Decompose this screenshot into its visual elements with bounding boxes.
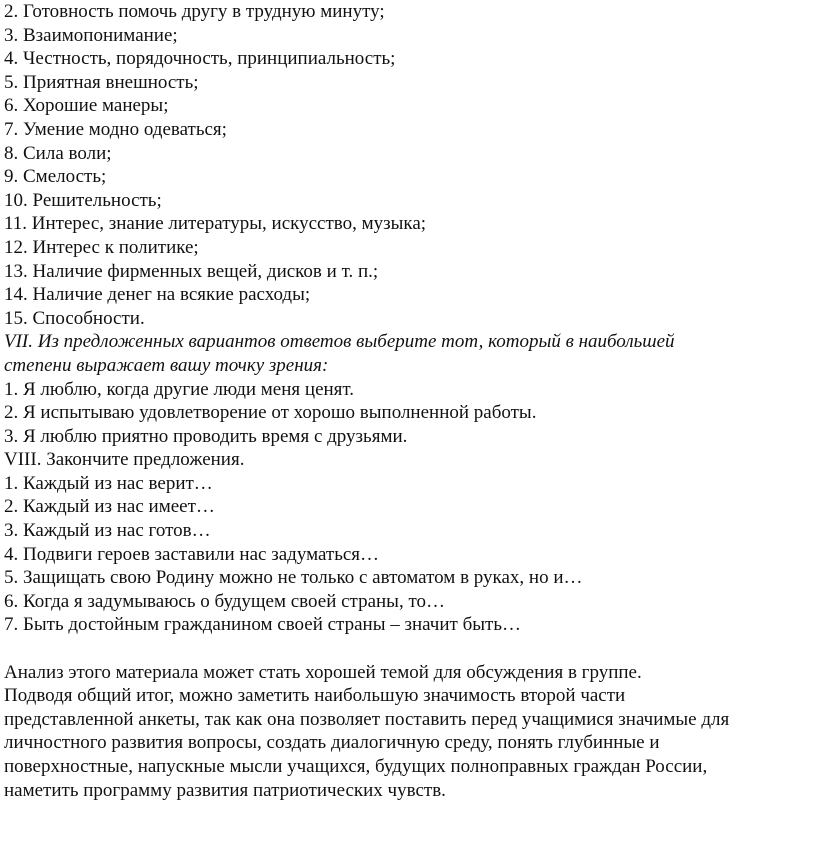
list-item: 9. Смелость; (4, 166, 107, 188)
list-item: 3. Каждый из нас готов… (4, 520, 211, 542)
list-item: 11. Интерес, знание литературы, искусство, музыка; (4, 213, 427, 235)
list-item: 5. Приятная внешность; (4, 71, 199, 93)
paragraph-line: представленной анкеты, так как она позволяет поставить перед учащимися значимые для (4, 708, 730, 730)
document-page (4, 0, 810, 802)
list-item: 3. Взаимопонимание; (4, 24, 178, 46)
list-item: 12. Интерес к политике; (4, 236, 199, 258)
list-item: 15. Способности. (4, 307, 145, 329)
paragraph-line: Анализ этого материала может стать хорошей темой для обсуждения в группе. (4, 661, 642, 683)
paragraph-line: поверхностные, напускные мысли учащихся, будущих полноправных граждан России, (4, 756, 708, 777)
section-vii (4, 330, 810, 448)
list-item: 13. Наличие фирменных вещей, дисков и т. п.; (4, 260, 379, 282)
paragraph-gap (4, 637, 810, 661)
list-item: 1. Я люблю, когда другие люди меня ценят. (4, 378, 355, 400)
section-viii (4, 448, 810, 637)
section-vii-heading-line2: степени выражает вашу точку зрения: (4, 354, 329, 376)
list-item: 14. Наличие денег на всякие расходы; (4, 284, 311, 306)
paragraph-line: Подводя общий итог, можно заметить наибольшую значимость второй части (4, 685, 626, 707)
list-item: 7. Умение модно одеваться; (4, 118, 227, 140)
qualities-list (4, 0, 810, 330)
list-item: 1. Каждый из нас верит… (4, 472, 213, 494)
list-item: 3. Я люблю приятно проводить время с друзьями. (4, 425, 408, 447)
list-item: 8. Сила воли; (4, 142, 112, 164)
list-item: 2. Каждый из нас имеет… (4, 496, 215, 518)
list-item: 4. Честность, порядочность, принципиальность; (4, 48, 396, 70)
list-item: 6. Хорошие манеры; (4, 95, 169, 117)
section-vii-heading-line1: VII. Из предложенных вариантов ответов выберите тот, который в наибольшей (4, 331, 675, 353)
list-item: 7. Быть достойным гражданином своей страны – значит быть… (4, 614, 521, 636)
conclusion-paragraph (4, 661, 810, 803)
list-item: 5. Защищать свою Родину можно не только с автоматом в руках, но и… (4, 567, 583, 589)
list-item: 10. Решительность; (4, 189, 162, 211)
paragraph-line: наметить программу развития патриотических чувств. (4, 779, 446, 801)
paragraph-line: личностного развития вопросы, создать диалогичную среду, понять глубинные и (4, 732, 660, 754)
section-viii-heading: VIII. Закончите предложения. (4, 449, 245, 471)
list-item: 6. Когда я задумываюсь о будущем своей страны, то… (4, 590, 445, 612)
list-item: 2. Я испытываю удовлетворение от хорошо выполненной работы. (4, 402, 537, 424)
list-item: 2. Готовность помочь другу в трудную минуту; (4, 1, 385, 22)
list-item: 4. Подвиги героев заставили нас задуматься… (4, 543, 380, 565)
